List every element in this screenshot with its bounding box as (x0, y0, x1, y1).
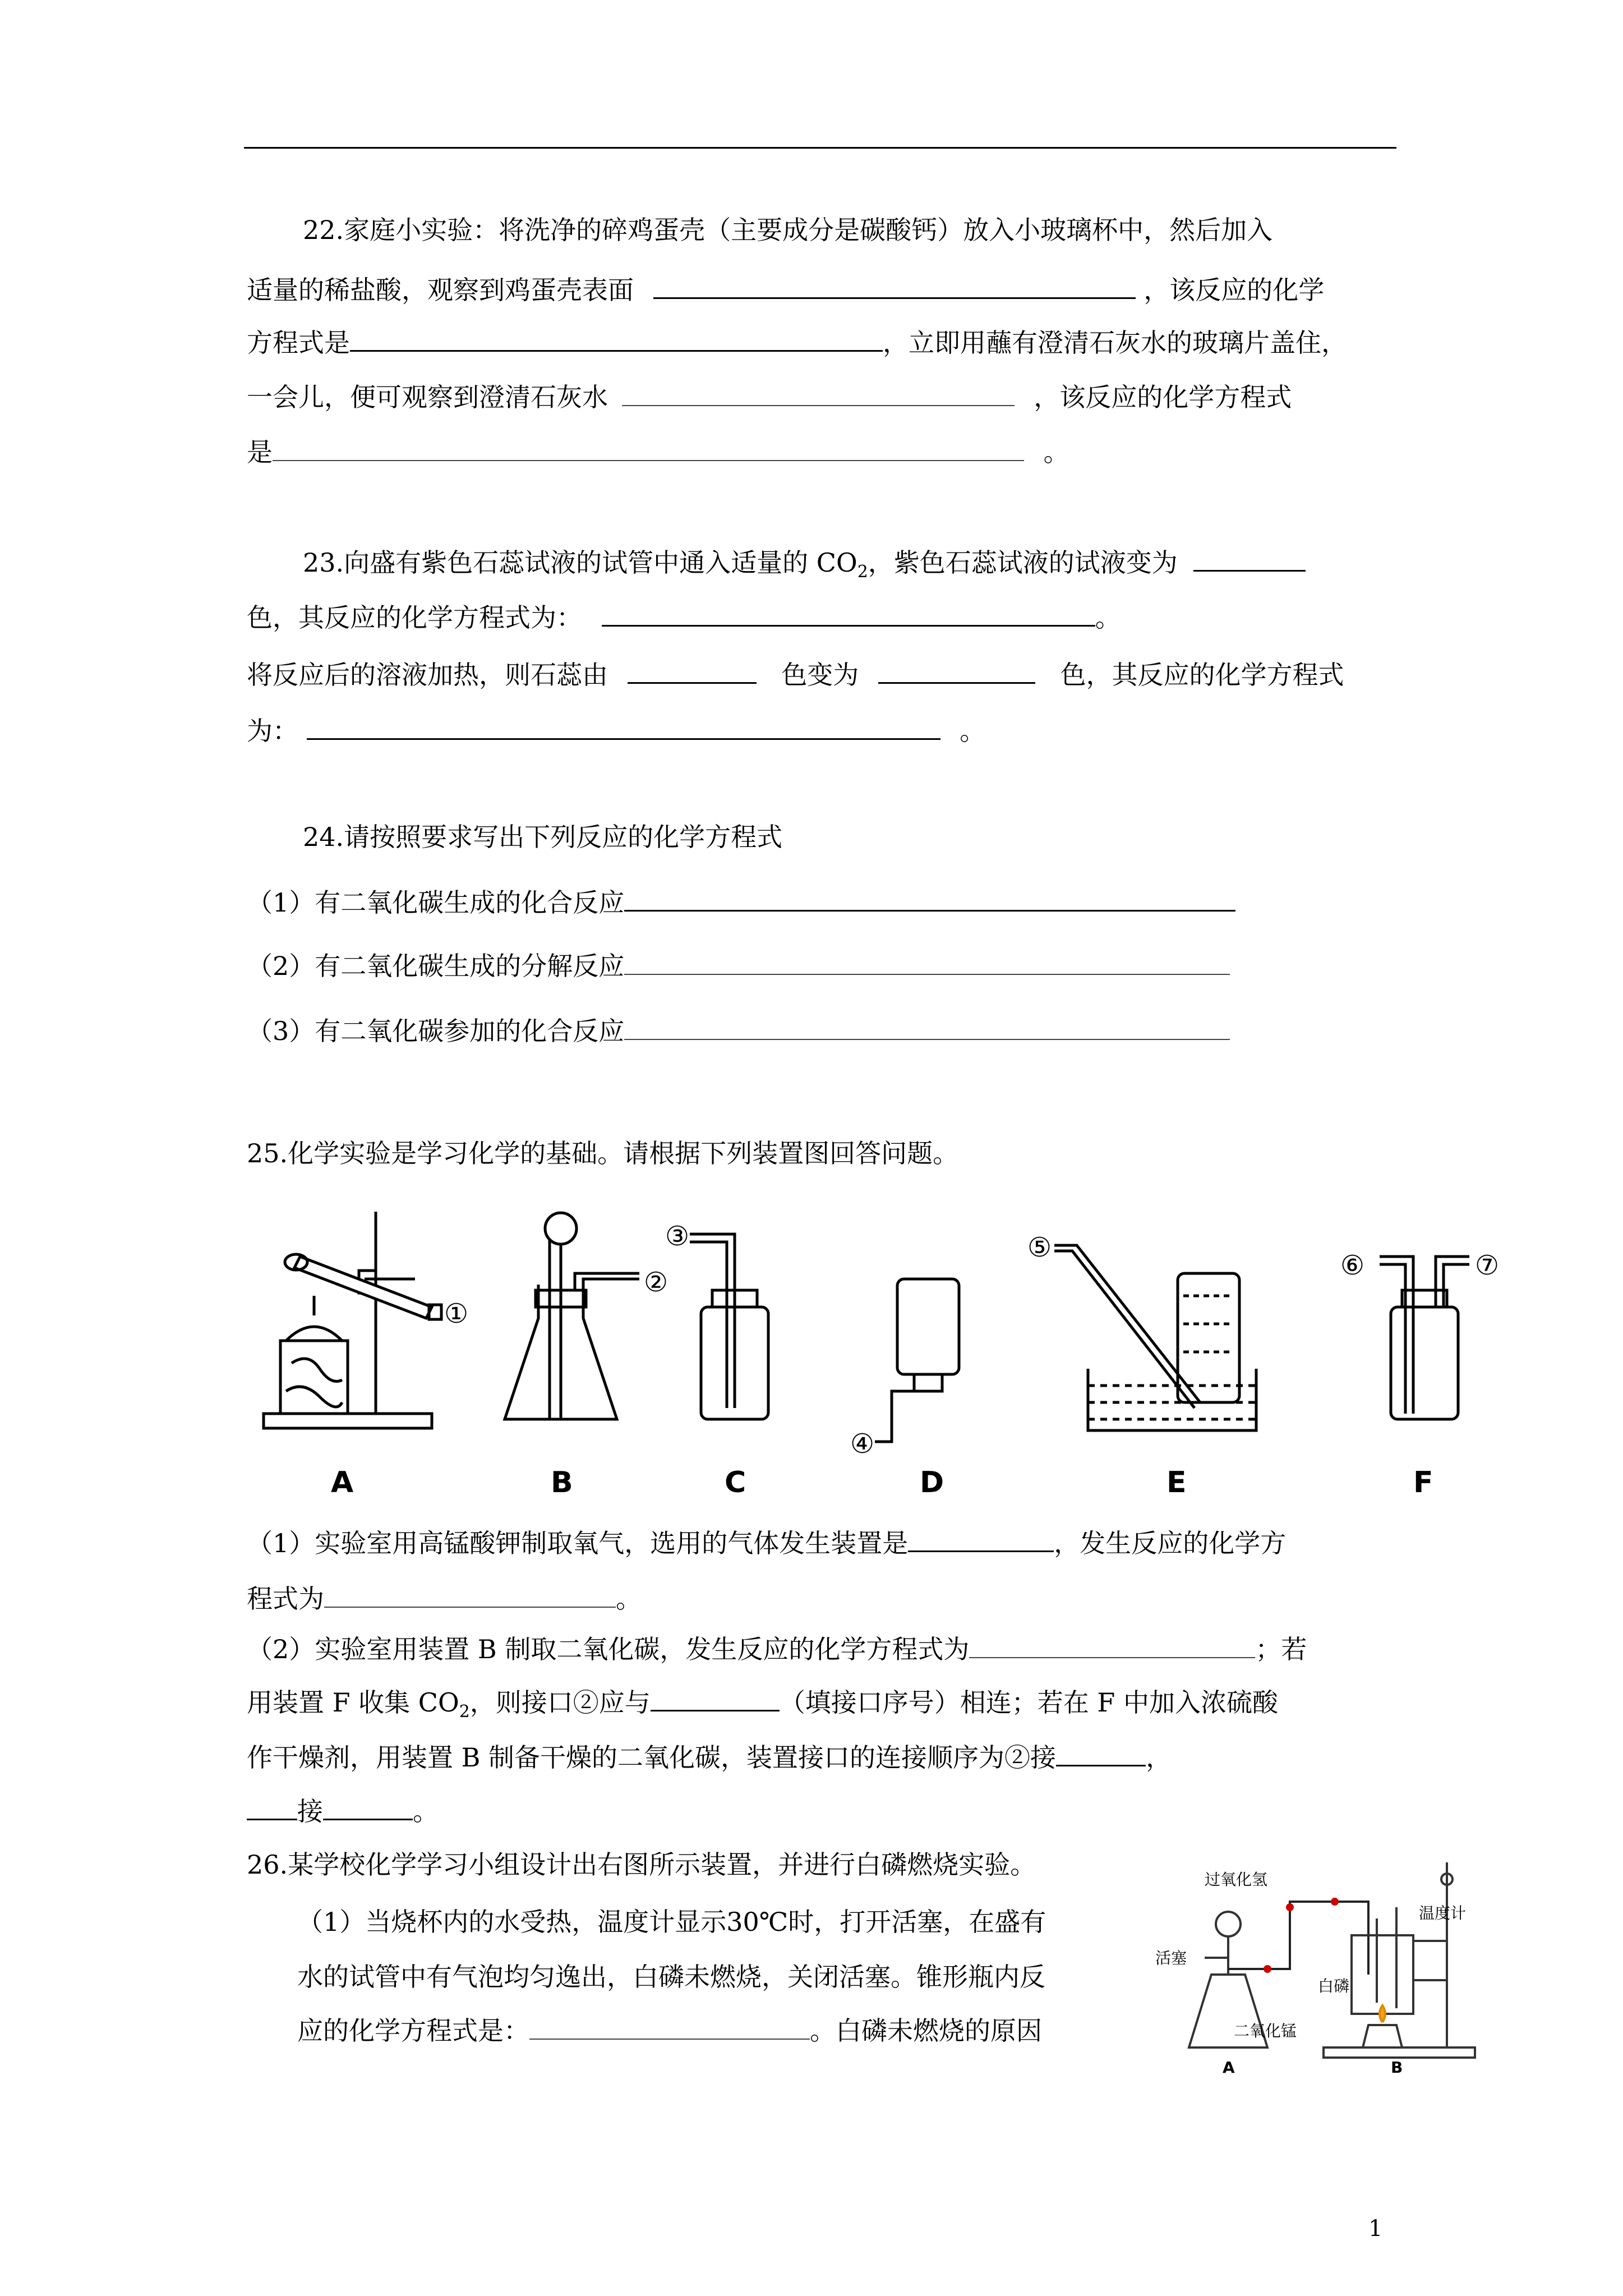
port-4-label: ④ (850, 1428, 875, 1460)
q26-text: 水的试管中有气泡均匀逸出，白磷未燃烧，关闭活塞。锥形瓶内反 (297, 1962, 1045, 1992)
apparatus-label-e: E (1166, 1466, 1187, 1499)
mno2-label: 二氧化锰 (1234, 2022, 1297, 2040)
q23-text: 23.向盛有紫色石蕊试液的试管中通入适量的 CO (303, 547, 857, 578)
q22-line-4 (247, 379, 1292, 414)
q23-line-1 (303, 544, 1306, 589)
q22-text: ，该反应的化学 (1144, 275, 1325, 305)
subscript: 2 (459, 1702, 470, 1722)
q23-line-3 (247, 656, 1344, 692)
port-1-label: ① (444, 1298, 469, 1329)
q24-item-text: （1）有二氧化碳生成的化合反应 (247, 887, 625, 918)
q25-text: 。 (413, 1796, 439, 1826)
apparatus-label-c: C (725, 1466, 746, 1499)
answer-blank[interactable] (628, 656, 757, 684)
q22-text: 适量的稀盐酸，观察到鸡蛋壳表面 (247, 275, 634, 305)
answer-blank[interactable] (653, 272, 1136, 299)
q25-text: （2）实验室用装置 B 制取二氧化碳，发生反应的化学方程式为 (247, 1634, 970, 1664)
q26-text: 26.某学校化学学习小组设计出右图所示装置，并进行白磷燃烧实验。 (247, 1849, 1036, 1880)
q22-line-5 (247, 434, 1069, 469)
fig-label-b: B (1391, 2058, 1403, 2076)
apparatus-label-b: B (551, 1466, 573, 1499)
q25-text: ，发生反应的化学方 (1054, 1528, 1287, 1558)
q25-text: 接 (297, 1796, 323, 1826)
apparatus-figure (247, 1195, 1531, 1509)
apparatus-d-icon (875, 1279, 959, 1442)
thermometer-label: 温度计 (1419, 1904, 1467, 1922)
q26-text: 。白磷未燃烧的原因 (810, 2016, 1042, 2046)
q25-p2-line-3 (247, 1739, 1172, 1774)
answer-blank[interactable] (622, 379, 1015, 406)
q25-text: ；若 (1255, 1634, 1307, 1664)
q22-text: 22.家庭小实验：将洗净的碎鸡蛋壳（主要成分是碳酸钙）放入小玻璃杯中，然后加入 (303, 215, 1273, 245)
q24-item-3 (247, 1013, 1230, 1048)
q22-text: 。 (1043, 437, 1069, 467)
answer-blank[interactable] (1193, 544, 1306, 572)
q24-text: 24.请按照要求写出下列反应的化学方程式 (303, 822, 783, 852)
apparatus-c-icon (690, 1234, 768, 1419)
q22-line-1 (303, 213, 1272, 247)
apparatus-label-a: A (331, 1466, 354, 1499)
q22-text: ，该反应的化学方程式 (1034, 382, 1292, 412)
port-5-label: ⑤ (1027, 1232, 1052, 1263)
q23-text: ，紫色石蕊试液的试液变为 (868, 547, 1178, 578)
answer-blank[interactable] (602, 599, 1095, 627)
q25-text: ，则接口②应与 (469, 1687, 651, 1718)
q25-p2-line-1 (247, 1631, 1307, 1666)
q24-item-1 (247, 884, 1235, 919)
q24-item-text: （2）有二氧化碳生成的分解反应 (247, 951, 625, 981)
q25-text: 用装置 F 收集 CO (247, 1687, 459, 1718)
q26-line-3 (297, 2013, 1042, 2047)
q25-text: 作干燥剂，用装置 B 制备干燥的二氧化碳，装置接口的连接顺序为②接 (247, 1742, 1057, 1773)
q23-text: 为： (247, 716, 298, 746)
answer-blank[interactable] (908, 1525, 1054, 1552)
q25-text: ， (1146, 1742, 1172, 1773)
h2o2-label: 过氧化氢 (1205, 1870, 1268, 1889)
answer-blank[interactable] (624, 1013, 1230, 1040)
q22-text: 是 (247, 437, 273, 467)
answer-blank[interactable] (324, 1581, 616, 1608)
q22-line-2 (247, 272, 1324, 307)
q26-line-2 (297, 1960, 1045, 1994)
q23-text: 色变为 (781, 660, 859, 690)
answer-blank[interactable] (323, 1793, 413, 1820)
beaker-b-icon (1352, 1935, 1413, 2014)
apparatus-label-d: D (920, 1466, 944, 1499)
q22-text: ，立即用蘸有澄清石灰水的玻璃片盖住， (883, 328, 1347, 358)
valve-label: 活塞 (1155, 1949, 1187, 1967)
subscript: 2 (857, 562, 868, 582)
port-7-label: ⑦ (1475, 1250, 1500, 1281)
q25-text: （1）实验室用高锰酸钾制取氧气，选用的气体发生装置是 (247, 1528, 909, 1558)
q26-line-1 (297, 1905, 1046, 1939)
apparatus-a-icon (264, 1212, 441, 1428)
q23-line-2 (247, 599, 1121, 634)
answer-blank[interactable] (350, 324, 883, 352)
answer-blank[interactable] (307, 712, 940, 740)
q23-line-4 (247, 712, 985, 748)
apparatus-b-icon (505, 1213, 639, 1419)
q25-text: （填接口序号）相连；若在 F 中加入浓硫酸 (779, 1687, 1278, 1718)
q23-text: 将反应后的溶液加热，则石蕊由 (247, 660, 608, 690)
q26-title (247, 1848, 1036, 1881)
q23-text: 色，其反应的化学方程式 (1060, 660, 1344, 690)
q25-p2-line-2 (247, 1684, 1278, 1729)
answer-blank[interactable] (651, 1684, 780, 1711)
q25-p1-line-2 (247, 1581, 642, 1616)
q25-text: 25.化学实验是学习化学的基础。请根据下列装置图回答问题。 (247, 1138, 959, 1168)
port-6-label: ⑥ (1340, 1250, 1365, 1281)
q23-text: 。 (1095, 602, 1121, 633)
q26-text: 应的化学方程式是： (297, 2016, 529, 2046)
q22-text: 一会儿，便可观察到澄清石灰水 (247, 382, 608, 412)
q25-p2-line-4 (247, 1793, 439, 1828)
apparatus-f-icon (1380, 1257, 1469, 1419)
answer-blank[interactable] (529, 2013, 810, 2040)
answer-blank[interactable] (1056, 1739, 1146, 1766)
q24-item-text: （3）有二氧化碳参加的化合反应 (247, 1016, 625, 1046)
answer-blank[interactable] (624, 948, 1230, 975)
q23-text: 色，其反应的化学方程式为： (247, 602, 582, 633)
apparatus-label-f: F (1413, 1466, 1433, 1499)
q24-title (303, 820, 782, 854)
phosphorus-apparatus-figure (1155, 1851, 1514, 2076)
page-number: 1 (1368, 2216, 1383, 2242)
q25-title (247, 1137, 958, 1170)
port-2-label: ② (644, 1267, 668, 1298)
q25-p1-line-1 (247, 1525, 1286, 1560)
answer-blank[interactable] (878, 656, 1035, 684)
q26-text: （1）当烧杯内的水受热，温度计显示30℃时，打开活塞，在盛有 (297, 1907, 1046, 1937)
q22-text: 方程式是 (247, 328, 350, 358)
q22-line-3 (247, 324, 1347, 360)
answer-blank[interactable] (273, 434, 1024, 461)
answer-blank[interactable] (624, 884, 1235, 912)
port-3-label: ③ (665, 1221, 690, 1252)
q24-item-2 (247, 948, 1230, 983)
fig-label-a: A (1223, 2058, 1235, 2076)
q25-text: 程式为 (247, 1584, 324, 1614)
answer-blank[interactable] (969, 1631, 1255, 1658)
q23-text: 。 (960, 716, 986, 746)
answer-blank[interactable] (247, 1793, 297, 1820)
apparatus-e-icon (1054, 1245, 1256, 1430)
q25-text: 。 (616, 1584, 642, 1614)
header-rule (244, 147, 1396, 149)
phosphorus-label: 白磷 (1318, 1977, 1350, 1995)
